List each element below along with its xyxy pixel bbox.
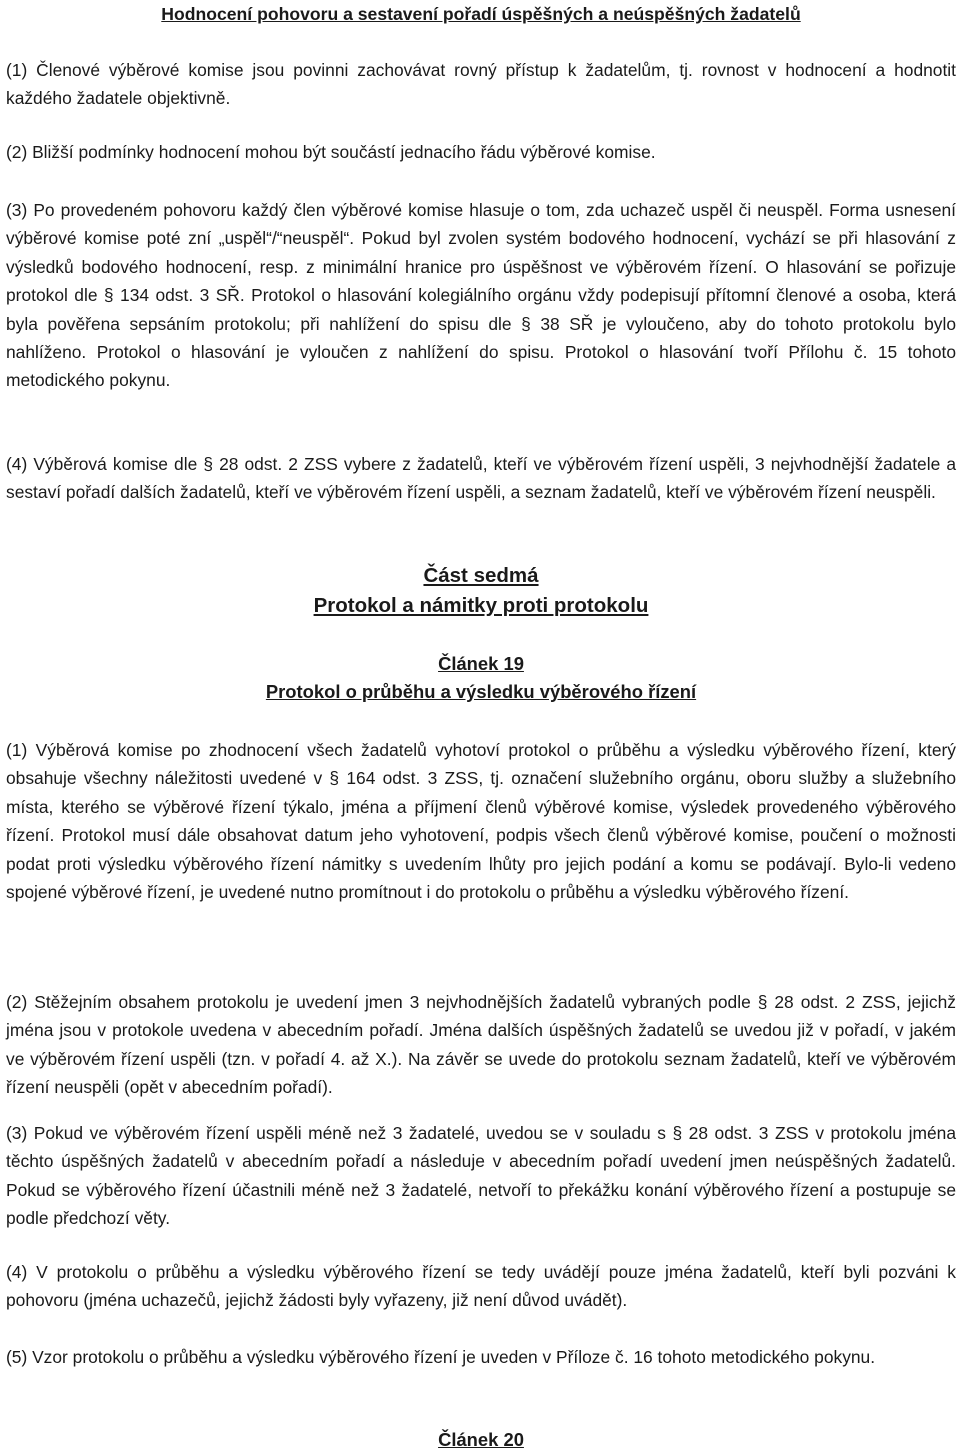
article-19-paragraph-5: (5) Vzor protokolu o průběhu a výsledku výběrového řízení je uveden v Příloze č. 16 tohoto metodického pokynu. [6,1347,876,1367]
article-19-paragraph-4: (4) V protokolu o průběhu a výsledku výběrového řízení se tedy uvádějí pouze jména žadatelů, kteří byli pozváni k pohovoru (jména uchazečů, jejichž žádosti byly vyřazeny, již není důvod uvádět). [6,1262,956,1311]
article-19-title: Článek 19 [438,653,524,674]
section-heading: Hodnocení pohovoru a sestavení pořadí úspěšných a neúspěšných žadatelů [161,4,801,24]
paragraph-2: (2) Bližší podmínky hodnocení mohou být součástí jednacího řádu výběrové komise. [6,142,656,162]
article-19-paragraph-2: (2) Stěžejním obsahem protokolu je uvedení jmen 3 nejvhodnějších žadatelů vybraných podle § 28 odst. 2 ZSS, jejichž jména jsou v protokole uvedena v abecedním pořadí. Jména dalších úspěšných žadatelů se uvedou již v pořadí, v jakém ve výběrovém řízení uspěli (tzn. v pořadí 4. až X.). Na závěr se uvede do protokolu seznam žadatelů, kteří ve výběrovém řízení neuspěli (opět v abecedním pořadí). [6,992,956,1098]
article-19-subtitle: Protokol o průběhu a výsledku výběrového řízení [265,681,697,702]
part-subtitle: Protokol a námitky proti protokolu [313,594,649,617]
paragraph-1: (1) Členové výběrové komise jsou povinni zachovávat rovný přístup k žadatelům, tj. rovnost v hodnocení a hodnotit každého žadatele objektivně. [6,60,956,109]
article-19-paragraph-1: (1) Výběrová komise po zhodnocení všech žadatelů vyhotoví protokol o průběhu a výsledku výběrového řízení, který obsahuje všechny náležitosti uvedené v § 164 odst. 3 ZSS, tj. označení služebního orgánu, oboru služby a služebního místa, kterého se výběrové řízení týkalo, jména a příjmení členů výběrové komise, výsledek provedeného výběrového řízení. Protokol musí dále obsahovat datum jeho vyhotovení, podpis všech členů výběrové komise, poučení o možnosti podat proti výsledku výběrového řízení námitky s uvedením lhůty pro jejich podání a komu se podávají. Bylo-li vedeno spojené výběrové řízení, je uvedené nutno promítnout i do protokolu o průběhu a výsledku výběrového řízení. [6,740,956,903]
article-19-paragraph-3: (3) Pokud ve výběrovém řízení uspěli méně než 3 žadatelé, uvedou se v souladu s § 28 odst. 3 ZSS v protokolu jména těchto úspěšných žadatelů v abecedním pořadí a následuje v abecedním pořadí uvedení jmen neúspěšných žadatelů. Pokud se výběrového řízení účastnili méně než 3 žadatelé, netvoří to překážku konání výběrového řízení a postupuje se podle předchozí věty. [6,1123,956,1229]
part-title: Část sedmá [423,564,539,587]
article-20-title: Článek 20 [438,1429,524,1450]
paragraph-4: (4) Výběrová komise dle § 28 odst. 2 ZSS vybere z žadatelů, kteří ve výběrovém řízení uspěli, 3 nejvhodnější žadatele a sestaví pořadí dalších žadatelů, kteří ve výběrovém řízení uspěli, a seznam žadatelů, kteří ve výběrovém řízení neuspěli. [6,454,956,503]
paragraph-3: (3) Po provedeném pohovoru každý člen výběrové komise hlasuje o tom, zda uchazeč uspěl či neuspěl. Forma usnesení výběrové komise poté zní „uspěl“/“neuspěl“. Pokud byl zvolen systém bodového hodnocení, vychází se při hlasování z výsledků bodového hodnocení, resp. z minimální hranice pro úspěšnost ve výběrovém řízení. O hlasování se pořizuje protokol dle § 134 odst. 3 SŘ. Protokol o hlasování kolegiálního orgánu vždy podepisují přítomní členové a osoba, která byla pověřena sepsáním protokolu; při nahlížení do spisu dle § 38 SŘ je vyloučeno, aby do tohoto protokolu bylo nahlíženo. Protokol o hlasování je vyloučen z nahlížení do spisu. Protokol o hlasování tvoří Přílohu č. 15 tohoto metodického pokynu. [6,200,956,391]
